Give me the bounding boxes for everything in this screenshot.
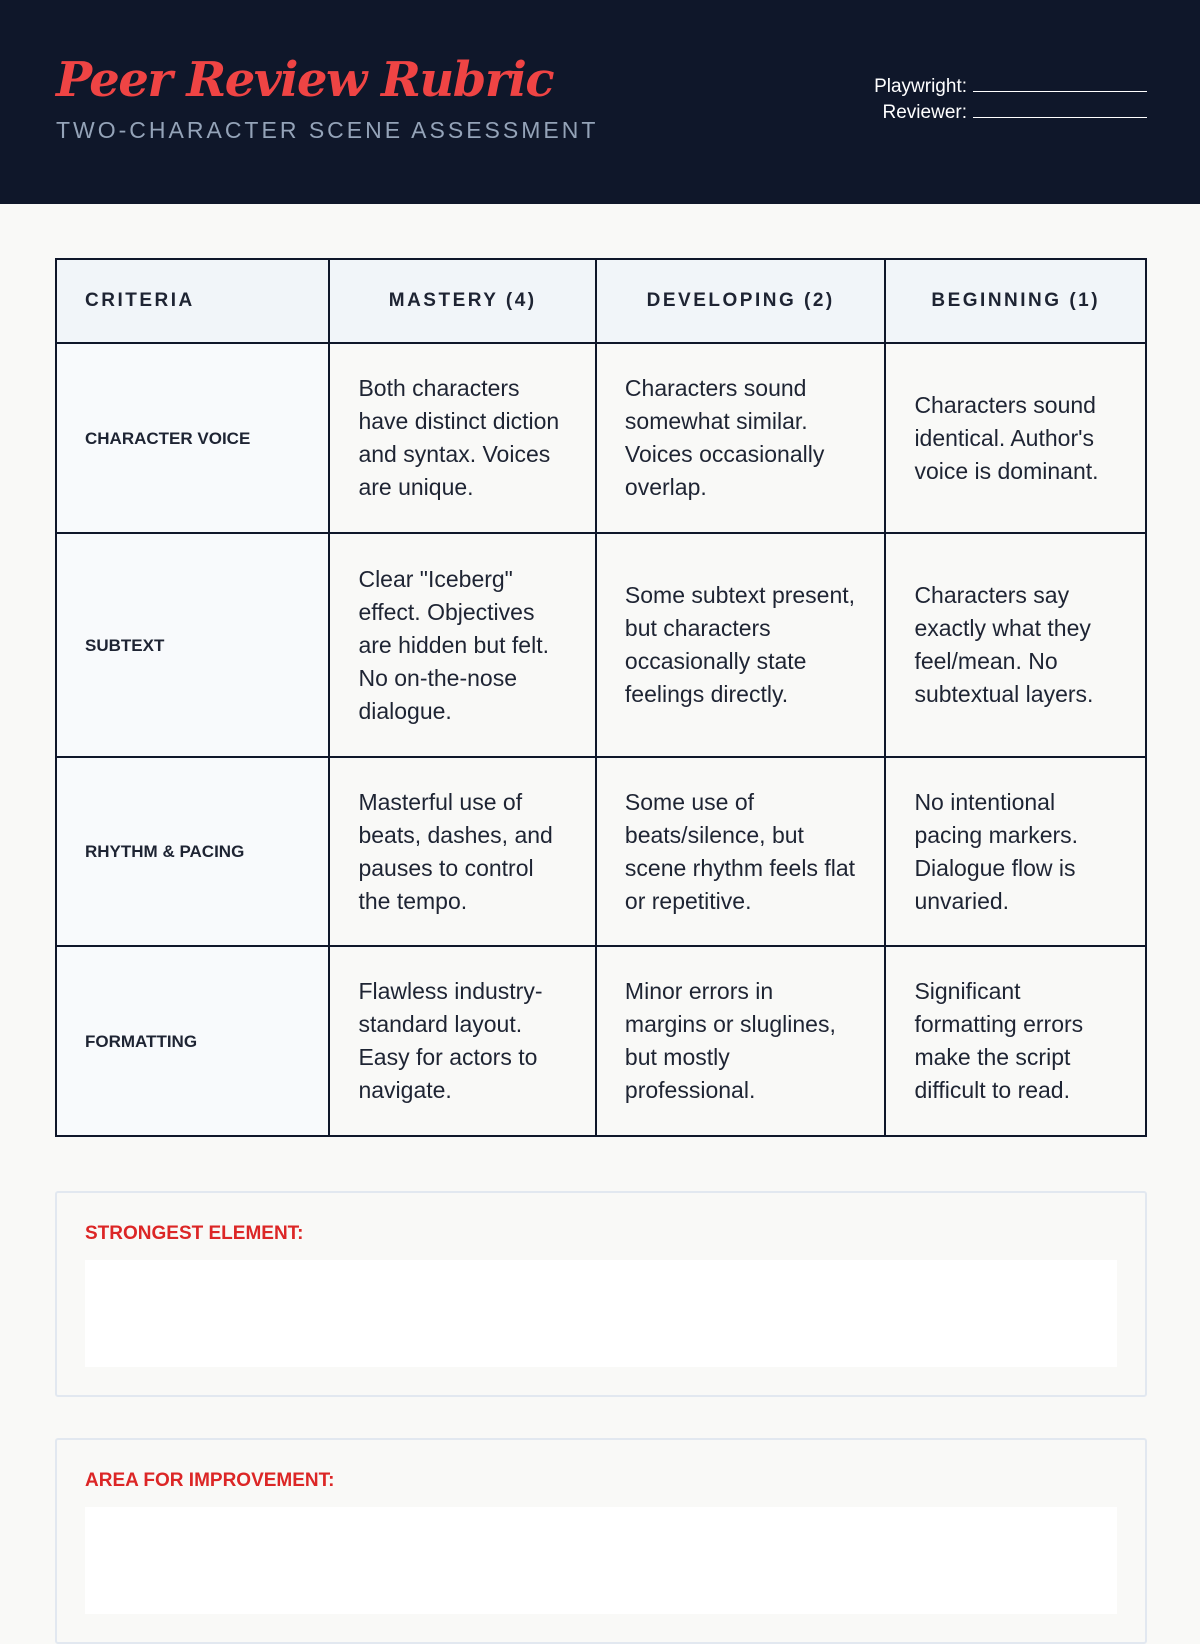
header-criteria: CRITERIA — [56, 259, 329, 343]
mastery-cell: Masterful use of beats, dashes, and pauses to control the tempo. — [329, 757, 595, 946]
page-header — [0, 0, 1200, 204]
mastery-cell: Clear "Iceberg" effect. Objectives are hidden but felt. No on-the-nose dialogue. — [329, 533, 595, 757]
strongest-element-section — [55, 1191, 1147, 1397]
strongest-element-label: STRONGEST ELEMENT: — [85, 1223, 304, 1244]
criteria-cell: FORMATTING — [56, 946, 329, 1136]
playwright-field[interactable] — [973, 74, 1147, 92]
developing-cell: Characters sound somewhat similar. Voices occasionally overlap. — [596, 343, 886, 533]
developing-cell: Some use of beats/silence, but scene rhythm feels flat or repetitive. — [596, 757, 886, 946]
header-developing: DEVELOPING (2) — [596, 259, 886, 343]
area-for-improvement-section — [55, 1438, 1147, 1644]
criteria-cell: RHYTHM & PACING — [56, 757, 329, 946]
beginning-cell: Characters say exactly what they feel/mean. No subtextual layers. — [885, 533, 1146, 757]
area-for-improvement-label: AREA FOR IMPROVEMENT: — [85, 1470, 335, 1491]
mastery-cell: Flawless industry-standard layout. Easy for actors to navigate. — [329, 946, 595, 1136]
name-fields — [874, 74, 1147, 126]
page-subtitle: TWO-CHARACTER SCENE ASSESSMENT — [56, 117, 599, 143]
beginning-cell: No intentional pacing markers. Dialogue flow is unvaried. — [885, 757, 1146, 946]
header-mastery: MASTERY (4) — [329, 259, 595, 343]
strongest-element-input[interactable] — [85, 1260, 1117, 1367]
mastery-cell: Both characters have distinct diction and syntax. Voices are unique. — [329, 343, 595, 533]
table-row — [56, 533, 1146, 757]
criteria-cell: SUBTEXT — [56, 533, 329, 757]
criteria-cell: CHARACTER VOICE — [56, 343, 329, 533]
playwright-label: Playwright: — [874, 76, 967, 97]
header-beginning: BEGINNING (1) — [885, 259, 1146, 343]
table-row — [56, 343, 1146, 533]
developing-cell: Some subtext present, but characters occasionally state feelings directly. — [596, 533, 886, 757]
beginning-cell: Characters sound identical. Author's voice is dominant. — [885, 343, 1146, 533]
page-title: Peer Review Rubric — [56, 52, 554, 108]
table-row — [56, 946, 1146, 1136]
rubric-table — [55, 258, 1147, 1137]
table-row — [56, 757, 1146, 946]
reviewer-field[interactable] — [973, 100, 1147, 118]
area-for-improvement-input[interactable] — [85, 1507, 1117, 1614]
developing-cell: Minor errors in margins or sluglines, but mostly professional. — [596, 946, 886, 1136]
beginning-cell: Significant formatting errors make the script difficult to read. — [885, 946, 1146, 1136]
reviewer-label: Reviewer: — [882, 102, 967, 123]
table-header-row — [56, 259, 1146, 343]
